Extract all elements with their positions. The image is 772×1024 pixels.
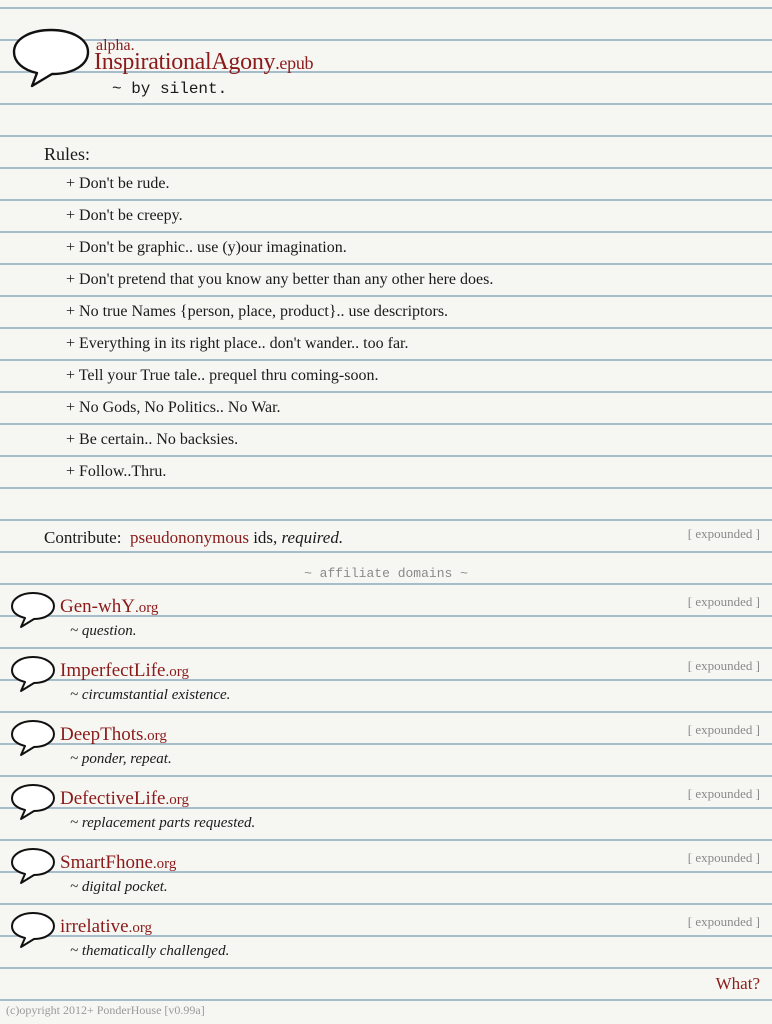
- contribute-middle: ids,: [248, 528, 282, 547]
- affiliate-tagline: ~ ponder, repeat.: [70, 751, 172, 767]
- expounded-link[interactable]: [ expounded ]: [687, 594, 760, 609]
- pseudononymous-link[interactable]: pseudononymous: [129, 528, 249, 547]
- expounded-link[interactable]: [ expounded ]: [687, 658, 760, 673]
- site-title[interactable]: [94, 48, 313, 77]
- affiliate-tld: .org: [143, 728, 167, 744]
- speech-bubble-icon: [10, 847, 56, 885]
- affiliate-name: Gen-whY: [60, 596, 135, 617]
- expounded-link[interactable]: [ expounded ]: [687, 722, 760, 737]
- alpha-label: alpha.: [96, 37, 135, 54]
- affiliate-link[interactable]: [60, 916, 152, 939]
- affiliate-tagline: ~ circumstantial existence.: [70, 687, 231, 703]
- rule-item: + No Gods, No Politics.. No War.: [66, 399, 281, 416]
- affiliate-name: ImperfectLife: [60, 660, 166, 681]
- affiliate-link[interactable]: [60, 724, 167, 747]
- rule-item: + Don't be rude.: [66, 175, 170, 192]
- affiliate-tagline: ~ thematically challenged.: [70, 943, 230, 959]
- affiliate-link[interactable]: [60, 852, 176, 875]
- affiliate-name: irrelative: [60, 916, 129, 937]
- affiliate-domains-heading: ~ affiliate domains ~: [304, 566, 468, 581]
- affiliate-tld: .org: [152, 856, 177, 872]
- affiliate-tld: .org: [165, 664, 189, 680]
- affiliate-item: [0, 783, 772, 847]
- contribute-line: [44, 528, 343, 548]
- byline: ~ by silent.: [112, 80, 228, 98]
- affiliate-name: DeepThots: [60, 724, 144, 745]
- affiliate-link[interactable]: [60, 596, 158, 619]
- affiliate-tld: .org: [165, 792, 189, 808]
- rule-item: + Follow..Thru.: [66, 463, 167, 480]
- rules-heading: Rules:: [44, 144, 91, 164]
- rule-item: + No true Names {person, place, product}.. use descriptors.: [66, 303, 449, 320]
- rule-item: + Be certain.. No backsies.: [66, 431, 239, 448]
- rule-item: + Don't be creepy.: [66, 207, 183, 224]
- speech-bubble-icon: [10, 655, 56, 693]
- speech-bubble-icon: [10, 911, 56, 949]
- contribute-required: required.: [281, 528, 344, 547]
- affiliate-item: [0, 911, 772, 975]
- speech-bubble-icon: [10, 26, 92, 90]
- rule-item: + Don't be graphic.. use (y)our imagination.: [66, 239, 347, 256]
- affiliate-item: [0, 655, 772, 719]
- expounded-link[interactable]: [ expounded ]: [687, 914, 760, 929]
- affiliate-item: [0, 847, 772, 911]
- expounded-link[interactable]: [ expounded ]: [687, 786, 760, 801]
- affiliate-tagline: ~ replacement parts requested.: [70, 815, 256, 831]
- affiliate-tagline: ~ question.: [70, 623, 137, 639]
- affiliate-link[interactable]: [60, 660, 189, 683]
- site-title-main: InspirationalAgony: [94, 49, 276, 75]
- affiliate-tagline: ~ digital pocket.: [70, 879, 168, 895]
- affiliate-item: [0, 591, 772, 655]
- affiliate-name: DefectiveLife: [60, 788, 166, 809]
- contribute-label: Contribute:: [44, 528, 122, 547]
- expounded-link[interactable]: [ expounded ]: [687, 850, 760, 865]
- affiliate-link[interactable]: [60, 788, 189, 811]
- expounded-link[interactable]: [ expounded ]: [687, 526, 760, 541]
- affiliate-tld: .org: [134, 600, 159, 616]
- copyright-text: (c)opyright 2012+ PonderHouse [v0.99a]: [6, 1003, 205, 1017]
- rule-item: + Don't pretend that you know any better than any other here does.: [66, 271, 494, 288]
- what-link[interactable]: What?: [715, 974, 760, 993]
- rule-item: + Everything in its right place.. don't wander.. too far.: [66, 335, 409, 352]
- affiliate-tld: .org: [128, 920, 153, 936]
- speech-bubble-icon: [10, 719, 56, 757]
- affiliate-name: SmartFhone: [60, 852, 153, 873]
- affiliate-item: [0, 719, 772, 783]
- rule-item: + Tell your True tale.. prequel thru coming-soon.: [66, 367, 379, 384]
- speech-bubble-icon: [10, 591, 56, 629]
- speech-bubble-icon: [10, 783, 56, 821]
- site-title-ext: .epub: [275, 53, 314, 73]
